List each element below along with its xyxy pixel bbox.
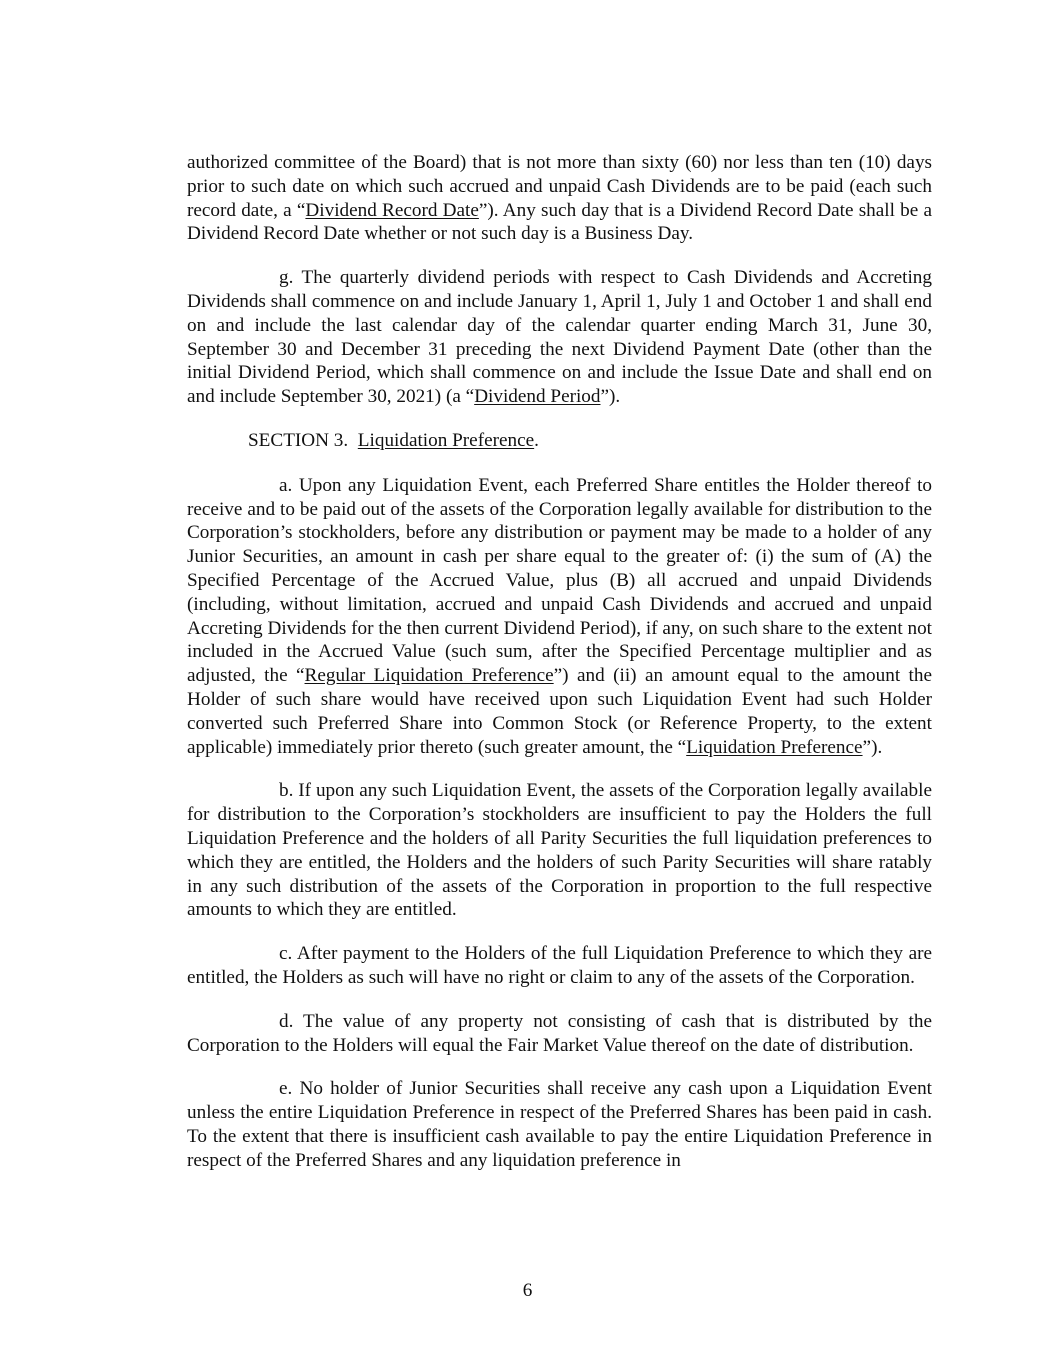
text-run: a. Upon any Liquidation Event, each Preferred Share entitles the Holder thereof to receive and to be paid out of the assets of the Corporation legally available for distribution to the Corporation’s stockholders, before any distribution or payment may be made to a holder of any Junior Securities, an amount in cash per share equal to the greater of: (i) the sum of (A) the Specified Percentage of the Accrued Value, plus (B) all accrued and unpaid Dividends (including, without limitation, accrued and unpaid Cash Dividends and accrued and unpaid Accreting Dividends for the then current Dividend Period), if any, on such share to the extent not included in the Accrued Value (such sum, after the Specified Percentage multiplier and as adjusted, the “ bbox=[187, 474, 932, 687]
paragraph-g bbox=[187, 266, 932, 409]
paragraph-f-continuation bbox=[187, 151, 932, 246]
text-run: ”). Any such day that is a Dividend Record Date shall be a Dividend Record Date whether or not such day is a Business Day. bbox=[187, 199, 932, 245]
section-title-period: . bbox=[534, 429, 539, 451]
text-run: ”). bbox=[600, 386, 621, 408]
defined-term-liquidation-preference: Liquidation Preference bbox=[686, 736, 863, 758]
paragraph-b: b. If upon any such Liquidation Event, the assets of the Corporation legally available for distribution to the Corporation’s stockholders are insufficient to pay the Holders the full Liquidation Preference and the holders of all Parity Securities the full liquidation preferences to which they are entitled, the Holders and the holders of such Parity Securities will share ratably in any such distribution of the assets of the Corporation in proportion to the full respective amounts to which they are entitled. bbox=[187, 780, 932, 921]
paragraph-c: c. After payment to the Holders of the full Liquidation Preference to which they are entitled, the Holders as such will have no right or claim to any of the assets of the Corporation. bbox=[187, 943, 932, 988]
defined-term-dividend-record-date: Dividend Record Date bbox=[305, 199, 479, 221]
section-label: SECTION 3. bbox=[248, 429, 349, 451]
defined-term-dividend-period: Dividend Period bbox=[474, 386, 601, 408]
text-run: g. The quarterly dividend periods with respect to Cash Dividends and Accreting Dividends shall commence on and include January 1, April 1, July 1 and October 1 and shall end on and include the last calendar day of the calendar quarter ending March 31, June 30, September 30 and December 31 preceding the next Dividend Payment Date (other than the initial Dividend Period, which shall commence on and include the Issue Date and shall end on and include September 30, 2021) (a “ bbox=[187, 267, 932, 408]
defined-term-regular-liquidation-preference: Regular Liquidation Preference bbox=[304, 665, 554, 687]
paragraph-a bbox=[187, 474, 932, 760]
paragraph-d: d. The value of any property not consisting of cash that is distributed by the Corporation to the Holders will equal the Fair Market Value thereof on the date of distribution. bbox=[187, 1010, 932, 1056]
paragraph-e: e. No holder of Junior Securities shall receive any cash upon a Liquidation Event unless the entire Liquidation Preference in respect of the Preferred Shares has been paid in cash. To the extent that there is insufficient cash available to pay the entire Liquidation Preference in respect of the Preferred Shares and any liquidation preference in bbox=[187, 1078, 932, 1171]
document-page bbox=[187, 151, 932, 1172]
text-run: ”). bbox=[862, 736, 883, 758]
text-run: ”) and (ii) an amount equal to the amount the Holder of such share would have received upon such Liquidation Event had such Holder converted such Preferred Share into Common Stock (or Reference Property, to the extent applicable) immediately prior thereto (such greater amount, the “ bbox=[187, 665, 933, 758]
page-number: 6 bbox=[522, 1280, 533, 1301]
section-3-heading bbox=[187, 429, 932, 453]
text-run: authorized committee of the Board) that is not more than sixty (60) nor less than ten (10) days prior to such date on which such accrued and unpaid Cash Dividends are to be paid (each such record date, a “ bbox=[187, 152, 932, 221]
section-title: Liquidation Preference bbox=[357, 429, 535, 451]
